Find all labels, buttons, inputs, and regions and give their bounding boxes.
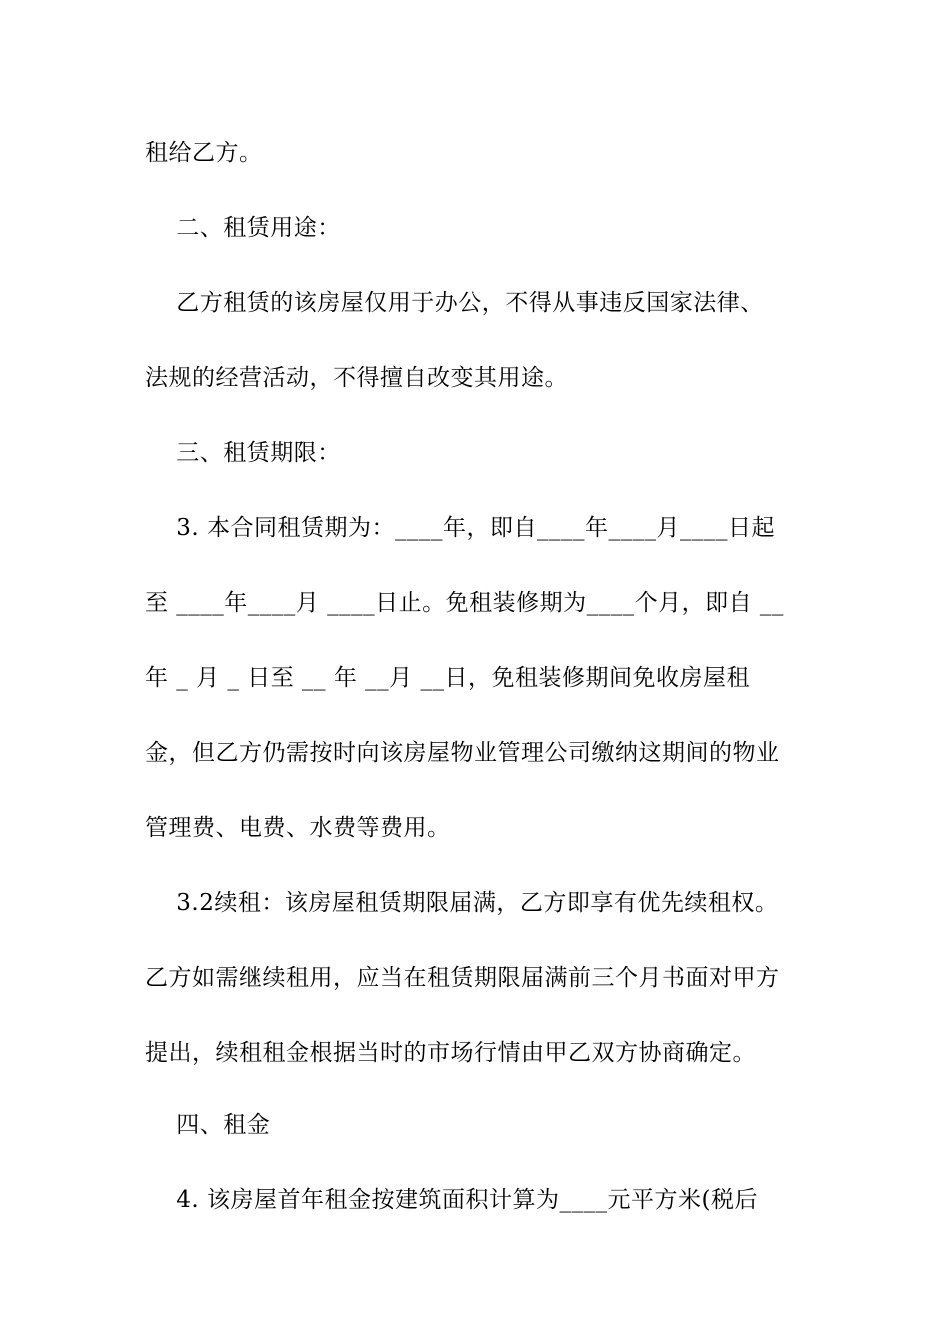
section-heading: 四、租金 <box>145 1112 271 1138</box>
text-line: 管理费、电费、水费等费用。 <box>145 815 451 841</box>
text-line: 年 _ 月 _ 日至 __ 年 __月 __日，免租装修期间免收房屋租 <box>145 665 750 691</box>
section-heading: 二、租赁用途： <box>145 215 341 241</box>
text-line: 至 ____年____月 ____日止。免租装修期为____个月，即自 __ <box>145 590 784 616</box>
text-line: 3. 本合同租赁期为：____年，即自____年____月____日起 <box>145 515 775 541</box>
text-line: 乙方如需继续租用，应当在租赁期限届满前三个月书面对甲方 <box>145 965 780 991</box>
text-line: 3.2续租：该房屋租赁期限届满，乙方即享有优先续租权。 <box>145 890 779 916</box>
text-line: 金，但乙方仍需按时向该房屋物业管理公司缴纳这期间的物业 <box>145 740 780 766</box>
section-heading: 三、租赁期限： <box>145 440 341 466</box>
text-line: 4. 该房屋首年租金按建筑面积计算为____元平方米(税后 <box>145 1187 758 1213</box>
text-line: 法规的经营活动，不得擅自改变其用途。 <box>145 365 568 391</box>
text-line: 提出，续租租金根据当时的市场行情由甲乙双方协商确定。 <box>145 1040 756 1066</box>
text-line: 租给乙方。 <box>145 140 263 166</box>
text-line: 乙方租赁的该房屋仅用于办公，不得从事违反国家法律、 <box>145 290 764 316</box>
